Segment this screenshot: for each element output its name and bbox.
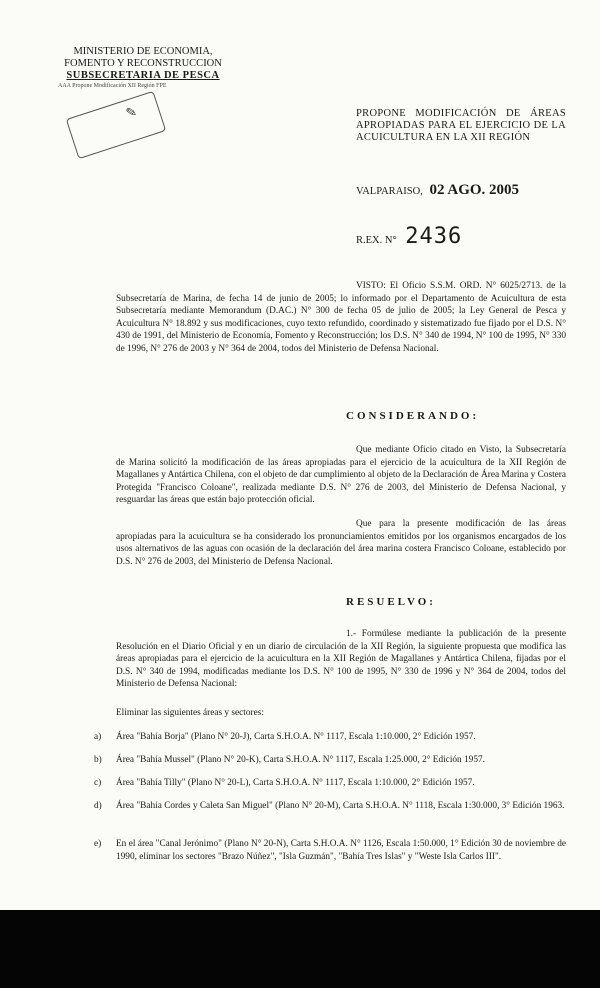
considerando-heading: CONSIDERANDO: [346,410,480,422]
eliminar-intro: Eliminar las siguientes áreas y sectores: [116,708,264,718]
stamp [66,91,166,159]
rex-number: 2436 [405,224,463,249]
place: VALPARAISO, [356,186,423,197]
place-date [356,182,519,199]
list-text: Área "Bahía Borja" (Plano N° 20-J), Carta S.H.O.A. N° 1117, Escala 1:10.000, 2° Edición 1957. [116,732,476,742]
list-marker: b) [94,755,102,765]
list-item [94,754,566,767]
list-marker: a) [94,732,102,742]
list-text: Área "Bahía Tilly" (Plano N° 20-L), Carta S.H.O.A. N° 1117, Escala 1:10.000, 2° Edición 1957. [116,778,475,788]
header-line-1: MINISTERIO DE ECONOMIA, [73,46,213,57]
list-item [94,800,566,813]
scan-border [0,910,600,988]
considerando-paragraph-1: Que mediante Oficio citado en Visto, la Subsecretaría de Marina solicitó la modificación de las áreas apropiadas para el ejercicio de la acuicultura de la XII Región de Magallanes y Antártica Chilena, con el objeto de dar cumplimiento al objeto de la Declaración de Área Marina y Costera Protegida "Francisco Coloane", realizada mediante D.S. N° 276 de 2003, del Ministerio de Defensa Nacional, y resguardar las áreas que están bajo protección oficial. [116,445,566,506]
resuelvo-heading: RESUELVO: [346,596,436,608]
considerando-paragraph-2: Que para la presente modificación de las áreas apropiadas para la acuicultura se ha considerado los pronunciamientos emitidos por los organismos encargados de los usos alternativos de las aguas con ocasión de la declaración del área marina costera Francisco Coloane, establecido por D.S. N° 276 de 2003, del Ministerio de Defensa Nacional. [116,519,566,567]
rex-label: R.EX. N° [356,235,397,246]
date: 02 AGO. 2005 [429,182,520,198]
ministry-header [58,46,228,90]
list-marker: c) [94,778,102,788]
resuelvo-paragraph-1: 1.- Formúlese mediante la publicación de la presente Resolución en el Diario Oficial y en un diario de circulación de la XII Región, la siguiente propuesta que modifica las áreas apropiadas para el ejercicio de la acuicultura en la XII Región de Magallanes y Antártica Chilena, fijadas por el D.S. N° 340 de 1994, modificadas mediante los D.S. N° 100 de 1995, N° 330 de 1996 y N° 364 de 2004, todos del Ministerio de Defensa Nacional: [116,629,566,690]
list-item [94,838,566,863]
header-line-4: AAA Propone Modificación XII Región FPE [58,83,167,89]
list-text: Área "Bahía Mussel" (Plano N° 20-K), Carta S.H.O.A. N° 1117, Escala 1:25.000, 2° Edición 1957. [116,755,485,765]
header-line-2: FOMENTO Y RECONSTRUCCION [64,58,222,69]
signature-mark: ✎ [124,104,139,122]
list-marker: e) [94,839,102,849]
list-text: Área "Bahía Cordes y Caleta San Miguel" (Plano N° 20-M), Carta S.H.O.A. N° 1118, Escala 1:30.000, 3° Edición 1963. [116,801,565,811]
visto-paragraph: VISTO: El Oficio S.S.M. ORD. N° 6025/2713. de la Subsecretaría de Marina, de fecha 14 de junio de 2005; lo informado por el Departamento de Acuicultura de esta Subsecretaría mediante Memorandum (D.AC.) N° 300 de fecha 05 de julio de 2005; la Ley General de Pesca y Acuicultura N° 18.892 y sus modificaciones, cuyo texto refundido, coordinado y sistematizado fue fijado por el D.S. N° 430 de 1991, del Ministerio de Economía, Fomento y Reconstrucción; los D.S. N° 340 de 1994, N° 100 de 1995, N° 330 de 1996, N° 276 de 2003 y N° 364 de 2004, todos del Ministerio de Defensa Nacional. [116,281,566,354]
list-item [94,731,566,744]
header-line-3: SUBSECRETARIA DE PESCA [66,70,220,81]
list-marker: d) [94,801,102,811]
list-item [94,777,566,790]
list-text: En el área "Canal Jerónimo" (Plano N° 20-N), Carta S.H.O.A. N° 1126, Escala 1:50.000, 1° Edición 30 de noviembre de 1990, eliminar los sectores "Brazo Núñez", "Isla Guzmán", "Bahía Tres Islas" y "Weste Isla Carlos III". [116,839,566,862]
subject: PROPONE MODIFICACIÓN DE ÁREAS APROPIADAS PARA EL EJERCICIO DE LA ACUICULTURA EN LA XII REGIÓN [356,108,566,143]
resolution-number [356,224,462,249]
